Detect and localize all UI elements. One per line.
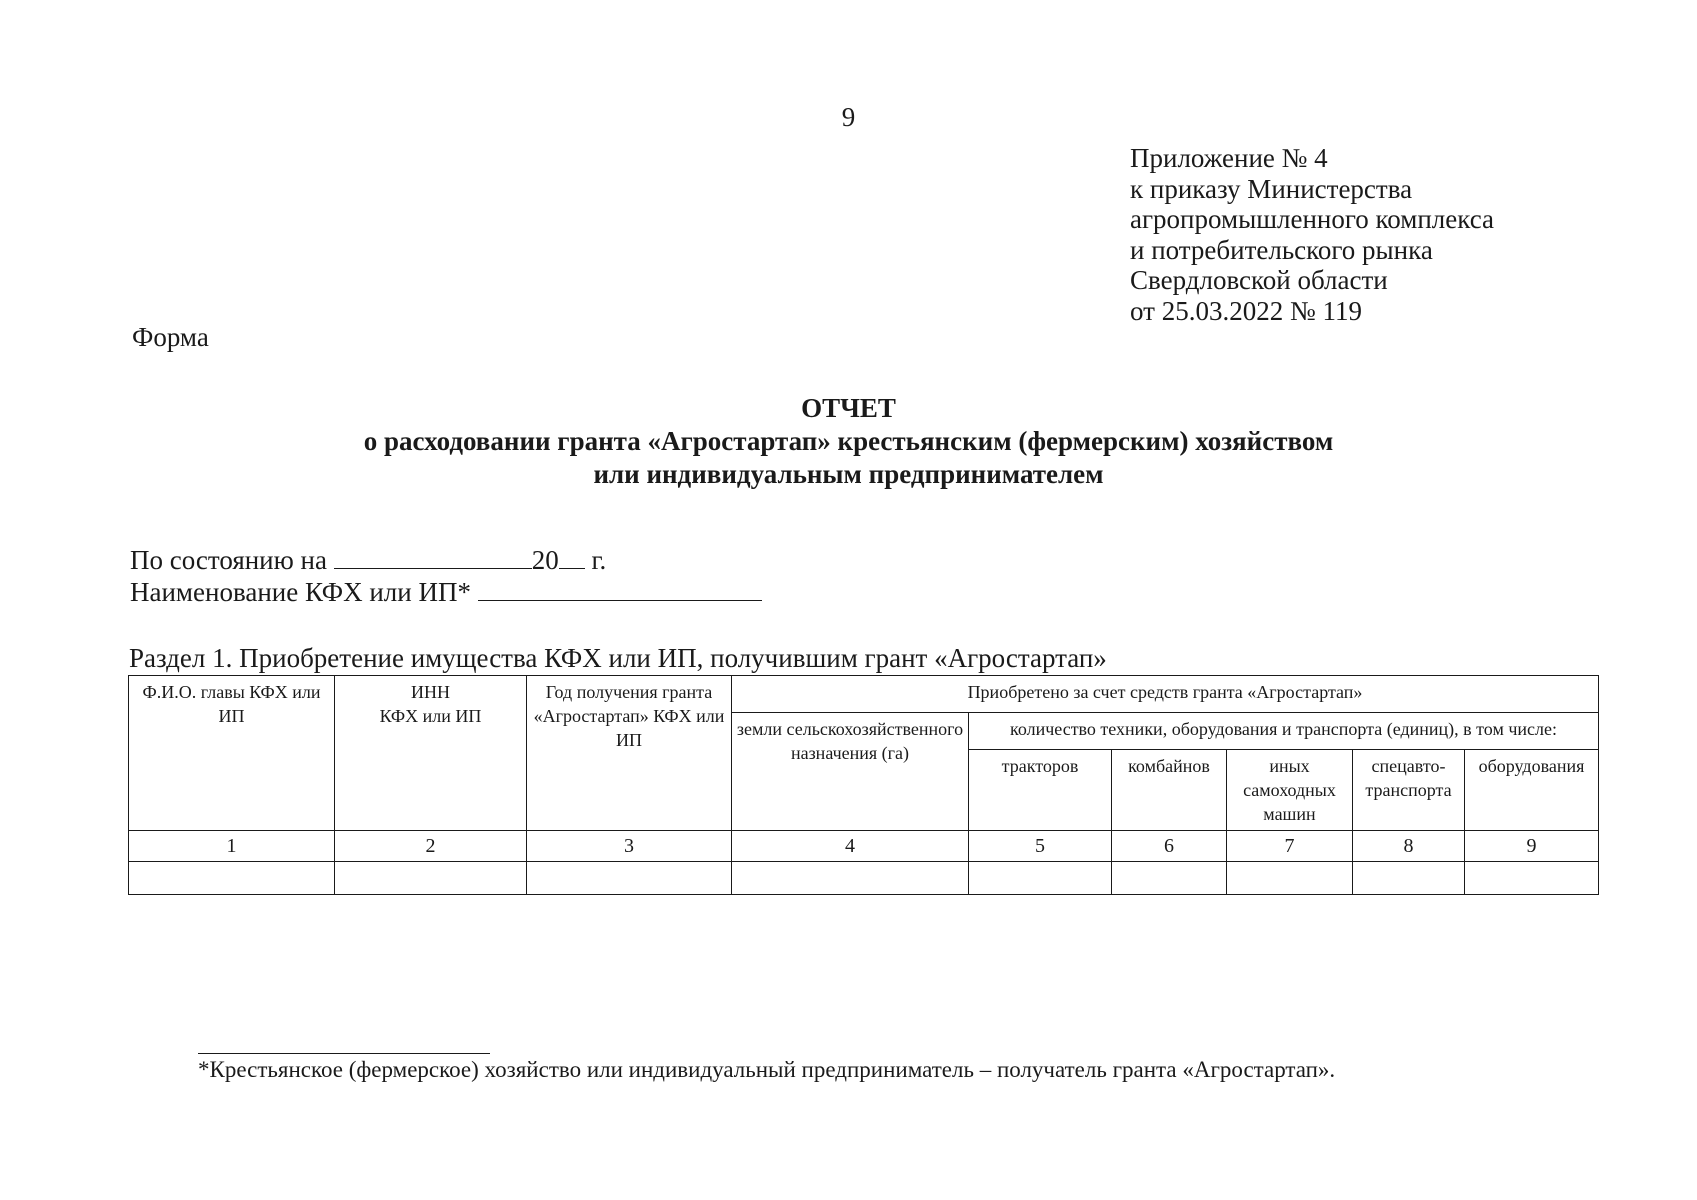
column-number: 7 xyxy=(1227,831,1353,862)
table-cell[interactable] xyxy=(1465,862,1599,895)
as-of-label: По состоянию на xyxy=(130,545,327,575)
as-of-line xyxy=(130,544,762,576)
column-number: 2 xyxy=(335,831,527,862)
appendix-line: Свердловской области xyxy=(1130,265,1388,295)
column-number: 8 xyxy=(1353,831,1465,862)
header-tractors: тракторов xyxy=(969,750,1112,831)
header-land: земли сельскохозяйственного назначения (га) xyxy=(732,713,969,831)
header-quantity-group: количество техники, оборудования и транспорта (единиц), в том числе: xyxy=(969,713,1599,750)
table-cell[interactable] xyxy=(969,862,1112,895)
table-cell[interactable] xyxy=(129,862,335,895)
table-cell[interactable] xyxy=(1353,862,1465,895)
appendix-line: от 25.03.2022 № 119 xyxy=(1130,295,1362,326)
appendix-line: к приказу Министерства xyxy=(1130,173,1413,204)
table-row xyxy=(129,862,1599,895)
table-cell[interactable] xyxy=(1112,862,1227,895)
column-number: 3 xyxy=(527,831,732,862)
column-number: 5 xyxy=(969,831,1112,862)
header-special-transport: спецавто-транспорта xyxy=(1353,750,1465,831)
header-combines: комбайнов xyxy=(1112,750,1227,831)
report-subtitle-line2: или индивидуальным предпринимателем xyxy=(593,459,1104,489)
year-blank-field[interactable] xyxy=(559,546,585,569)
header-acquired-group: Приобретено за счет средств гранта «Агростартап» xyxy=(732,676,1599,713)
section-title: Раздел 1. Приобретение имущества КФХ или ИП, получившим грант «Агростартап» xyxy=(129,643,1107,673)
appendix-line: агропромышленного комплекса xyxy=(1130,204,1494,234)
name-blank-field[interactable] xyxy=(478,578,762,601)
table-cell[interactable] xyxy=(1227,862,1353,895)
name-label: Наименование КФХ или ИП* xyxy=(130,577,471,607)
column-number: 9 xyxy=(1465,831,1599,862)
footnote: *Крестьянское (фермерское) хозяйство или индивидуальный предприниматель – получатель гранта «Агростартап». xyxy=(198,1057,1336,1082)
report-title-block xyxy=(0,392,1697,491)
header-grant-year: Год получения гранта «Агростартап» КФХ или ИП xyxy=(527,676,732,831)
form-label: Форма xyxy=(132,322,209,352)
table-cell[interactable] xyxy=(527,862,732,895)
appendix-line: и потребительского рынка xyxy=(1130,234,1433,265)
table-cell[interactable] xyxy=(335,862,527,895)
header-inn-line1: ИНН xyxy=(411,682,450,702)
page-number: 9 xyxy=(841,102,856,132)
header-full-name: Ф.И.О. главы КФХ или ИП xyxy=(129,676,335,831)
header-inn xyxy=(335,676,527,831)
column-number: 4 xyxy=(732,831,969,862)
year-suffix: г. xyxy=(591,545,607,575)
appendix-block xyxy=(1130,143,1494,326)
report-subtitle-line1: о расходовании гранта «Агростартап» крестьянским (фермерским) хозяйством xyxy=(363,426,1334,456)
column-number: 6 xyxy=(1112,831,1227,862)
year-prefix: 20 xyxy=(531,545,559,575)
footnote-divider xyxy=(198,1053,490,1054)
name-line xyxy=(130,576,762,608)
column-number: 1 xyxy=(129,831,335,862)
header-equipment: оборудования xyxy=(1465,750,1599,831)
grant-expenditure-table xyxy=(128,675,1599,895)
status-block xyxy=(130,544,762,608)
header-inn-line2: КФХ или ИП xyxy=(379,706,482,726)
report-title: ОТЧЕТ xyxy=(801,393,896,423)
appendix-line: Приложение № 4 xyxy=(1130,143,1328,173)
header-other-machines: иных самоходных машин xyxy=(1227,750,1353,831)
table-cell[interactable] xyxy=(732,862,969,895)
date-blank-field[interactable] xyxy=(334,546,532,569)
